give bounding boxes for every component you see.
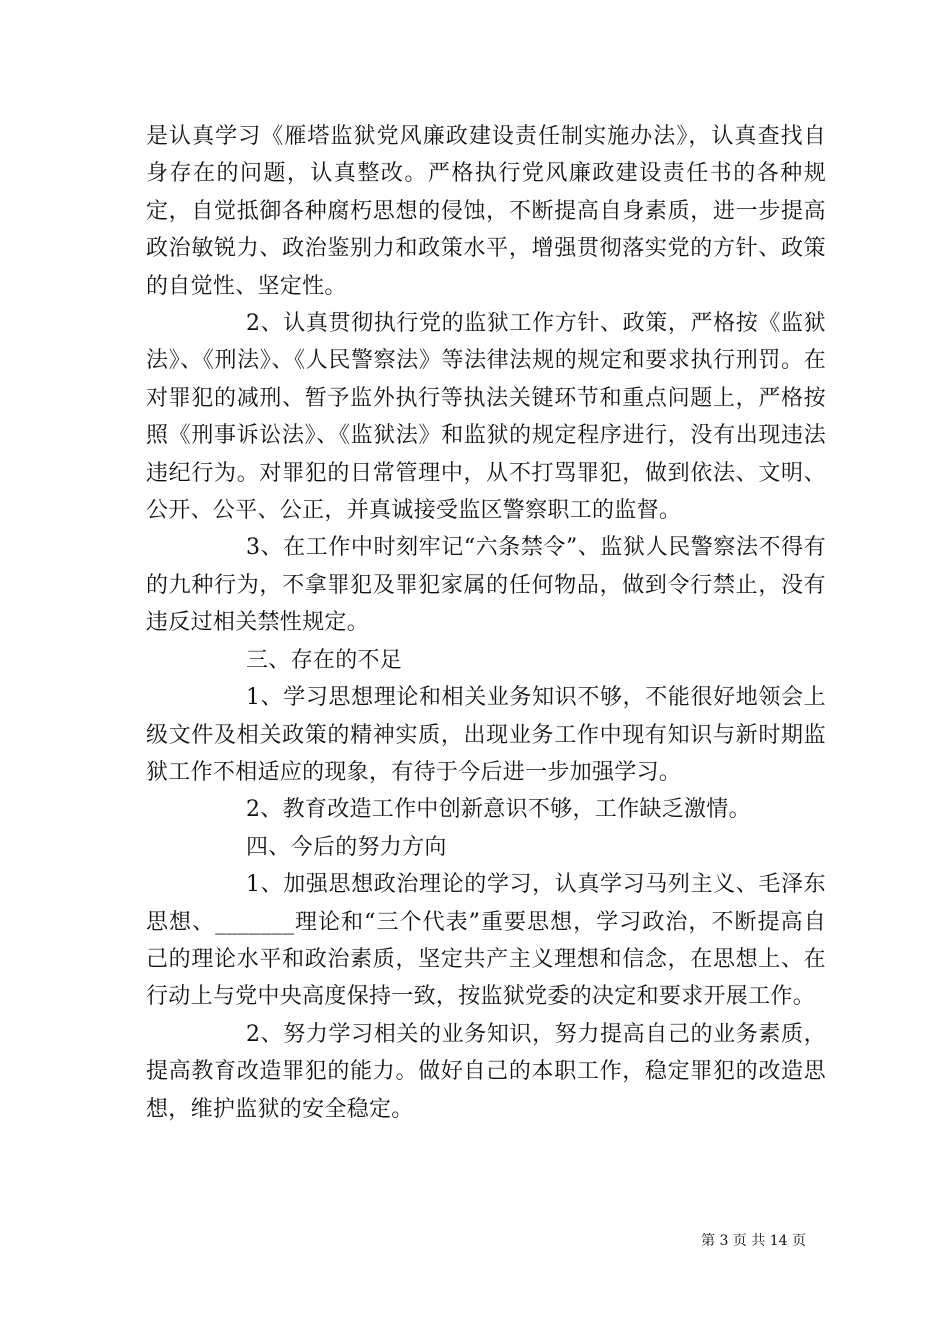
paragraph-shortcoming-2: 2、教育改造工作中创新意识不够，工作缺乏激情。 <box>246 797 751 823</box>
section-heading-future-direction: 四、今后的努力方向 <box>246 834 447 860</box>
paragraph-direction-2: 2、努力学习相关的业务知识，努力提高自己的业务素质，提高教育改造罪犯的能力。做好自己的本职工作，稳定罪犯的改造思想，维护监狱的安全稳定。 <box>146 1021 826 1122</box>
paragraph-shortcoming-1: 1、学习思想理论和相关业务知识不够，不能很好地领会上级文件及相关政策的精神实质，出现业务工作中现有知识与新时期监狱工作不相适应的现象，有待于今后进一步加强学习。 <box>146 685 826 785</box>
document-body <box>146 118 826 1128</box>
paragraph-item-2: 2、认真贯彻执行党的监狱工作方针、政策，严格按《监狱法》、《刑法》、《人民警察法》等法律法规的规定和要求执行刑罚。在对罪犯的减刑、暂予监外执行等执法关键环节和重点问题上，严格按照《刑事诉讼法》、《监狱法》和监狱的规定程序进行，没有出现违法违纪行为。对罪犯的日常管理中，从不打骂罪犯，做到依法、文明、公开、公平、公正，并真诚接受监区警察职工的监督。 <box>146 311 826 524</box>
section-heading-shortcomings: 三、存在的不足 <box>246 647 403 673</box>
paragraph-item-3: 3、在工作中时刻牢记“六条禁令”、监狱人民警察法不得有的九种行为，不拿罪犯及罪犯家属的任何物品，做到令行禁止，没有违反过相关禁性规定。 <box>146 535 826 636</box>
paragraph-direction-1: 1、加强思想政治理论的学习，认真学习马列主义、毛泽东思想、_______理论和“三个代表”重要思想，学习政治，不断提高自己的理论水平和政治素质，坚定共产主义理想和信念，在思想上、在行动上与党中央高度保持一致，按监狱党委的决定和要求开展工作。 <box>146 872 826 1010</box>
page-number-footer: 第 3 页 共 14 页 <box>701 1233 806 1249</box>
paragraph-continuation: 是认真学习《雁塔监狱党风廉政建设责任制实施办法》，认真查找自身存在的问题，认真整改。严格执行党风廉政建设责任书的各种规定，自觉抵御各种腐朽思想的侵蚀，不断提高自身素质，进一步提高政治敏锐力、政治鉴别力和政策水平，增强贯彻落实党的方针、政策的自觉性、坚定性。 <box>146 124 826 299</box>
